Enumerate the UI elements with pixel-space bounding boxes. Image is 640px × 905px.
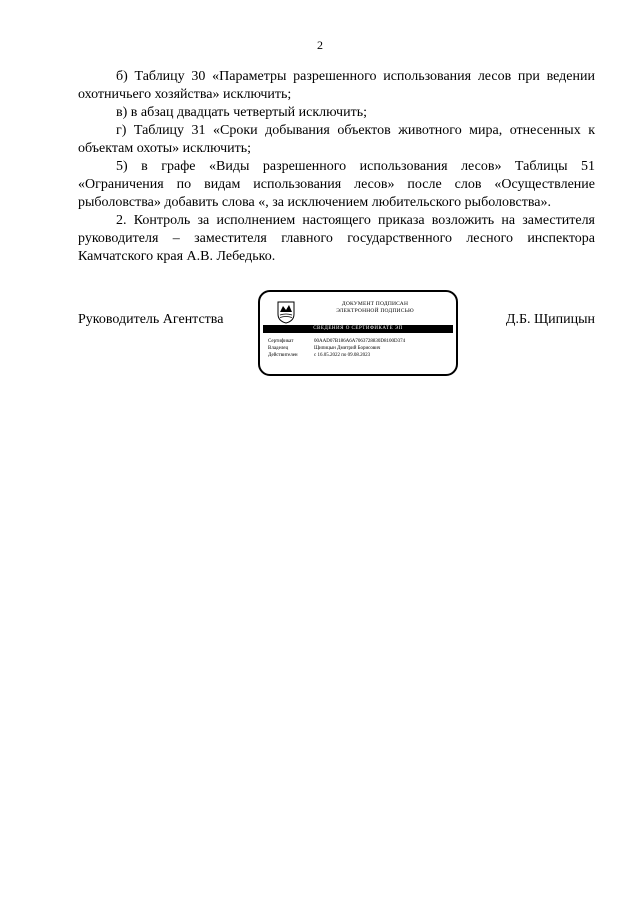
paragraph-control: 2. Контроль за исполнением настоящего приказа возложить на заместителя руководителя – заместителя главного государственного лесного инспектора Камчатского края А.В. Лебедько. xyxy=(78,213,595,264)
coat-of-arms-icon xyxy=(276,300,296,324)
paragraph-table-51: 5) в графе «Виды разрешенного использования лесов» Таблицы 51 «Ограничения по видам использования лесов» после слов «Осуществление рыболовства» добавить слова «, за исключением любительского рыболовства». xyxy=(78,159,595,210)
paragraph-table-31: г) Таблицу 31 «Сроки добывания объектов животного мира, отнесенных к объектам охоты» исключить; xyxy=(78,123,595,156)
signer-name: Д.Б. Щипицын xyxy=(505,312,595,327)
validity-value: с 16.05.2022 по 09.08.2023 xyxy=(314,353,371,358)
paragraph-clause-24: в) в абзац двадцать четвертый исключить; xyxy=(116,105,367,120)
stamp-certificate-bar: СВЕДЕНИЯ О СЕРТИФИКАТЕ ЭП xyxy=(263,325,453,333)
signer-position: Руководитель Агентства xyxy=(78,312,224,327)
stamp-row-owner xyxy=(268,345,405,352)
signature-block xyxy=(78,290,595,380)
stamp-header-line1: ДОКУМЕНТ ПОДПИСАН xyxy=(341,301,409,307)
page-number: 2 xyxy=(317,38,323,52)
stamp-row-certificate xyxy=(268,338,405,345)
certificate-label: Сертификат xyxy=(268,339,294,344)
certificate-value: 00AAD07B186A6A7063728830D8100D374 xyxy=(314,339,406,344)
owner-value: Щипицын Дмитрий Борисович xyxy=(314,346,381,351)
stamp-details xyxy=(268,338,405,359)
electronic-signature-stamp xyxy=(258,290,458,376)
stamp-row-validity xyxy=(268,352,405,359)
paragraph-table-30: б) Таблицу 30 «Параметры разрешенного использования лесов при ведении охотничьего хозяйства» исключить; xyxy=(78,69,595,102)
stamp-header xyxy=(300,301,450,315)
owner-label: Владелец xyxy=(268,346,289,351)
stamp-header-line2: ЭЛЕКТРОННОЙ ПОДПИСЬЮ xyxy=(336,308,414,314)
document-body xyxy=(78,68,595,266)
validity-label: Действителен xyxy=(268,353,298,358)
